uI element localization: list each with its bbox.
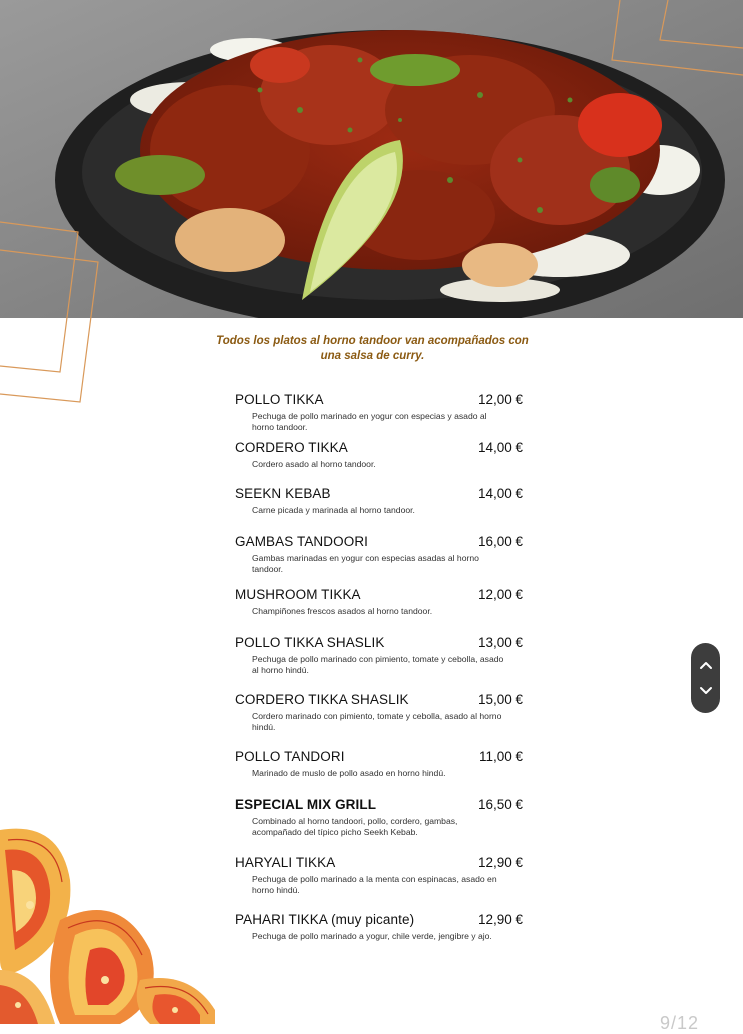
item-description: Pechuga de pollo marinado a yogur, chile verde, jengibre y ajo. <box>252 931 492 941</box>
page-scroll-widget <box>691 643 720 713</box>
chevron-down-icon <box>699 686 713 696</box>
item-description: Champiñones frescos asados al horno tandoor. <box>252 606 433 616</box>
item-description: Marinado de muslo de pollo asado en horno hindú. <box>252 768 446 778</box>
item-name: POLLO TANDORI <box>235 749 345 764</box>
item-description: Pechuga de pollo marinado a la menta con espinacas, asado en horno hindú. <box>252 874 497 895</box>
item-name: ESPECIAL MIX GRILL <box>235 797 377 812</box>
item-description: Combinado al horno tandoori, pollo, cordero, gambas, acompañado del típico picho Seekh Kebab. <box>252 816 458 837</box>
paisley-ornament <box>0 820 215 1024</box>
item-name: SEEKN KEBAB <box>235 486 331 501</box>
chevron-up-icon <box>699 660 713 670</box>
item-description: Cordero marinado con pimiento, tomate y cebolla, asado al horno hindú. <box>252 711 502 732</box>
item-name: PAHARI TIKKA (muy picante) <box>235 912 415 927</box>
item-price: 12,00 € <box>477 587 523 602</box>
scroll-down-button[interactable] <box>691 676 720 706</box>
item-description: Gambas marinadas en yogur con especias asadas al horno tandoor. <box>252 553 479 574</box>
item-price: 11,00 € <box>478 749 523 764</box>
intro-line-2: una salsa de curry. <box>320 349 425 362</box>
item-name: CORDERO TIKKA <box>235 440 348 455</box>
item-description: Cordero asado al horno tandoor. <box>252 459 376 469</box>
item-name: POLLO TIKKA SHASLIK <box>235 635 385 650</box>
item-name: HARYALI TIKKA <box>235 855 336 870</box>
item-description: Carne picada y marinada al horno tandoor. <box>252 505 415 515</box>
item-price: 12,90 € <box>477 855 523 870</box>
item-name: POLLO TIKKA <box>235 392 324 407</box>
item-price: 14,00 € <box>477 486 523 501</box>
item-description: Pechuga de pollo marinado en yogur con especias y asado al horno tandoor. <box>252 411 487 432</box>
item-price: 16,50 € <box>477 797 523 812</box>
intro-note <box>200 334 545 363</box>
hero-food-photo <box>0 0 743 318</box>
item-price: 16,00 € <box>477 534 523 549</box>
item-price: 12,00 € <box>477 392 523 407</box>
item-price: 13,00 € <box>477 635 523 650</box>
item-description: Pechuga de pollo marinado con pimiento, tomate y cebolla, asado al horno hindú. <box>252 654 504 675</box>
item-price: 12,90 € <box>477 912 523 927</box>
item-name: MUSHROOM TIKKA <box>235 587 361 602</box>
intro-line-1: Todos los platos al horno tandoor van acompañados con <box>216 335 529 347</box>
item-name: GAMBAS TANDOORI <box>235 534 369 549</box>
page-counter: 9/12 <box>660 1013 700 1033</box>
item-name: CORDERO TIKKA SHASLIK <box>235 692 409 707</box>
item-price: 15,00 € <box>477 692 523 707</box>
item-price: 14,00 € <box>477 440 523 455</box>
